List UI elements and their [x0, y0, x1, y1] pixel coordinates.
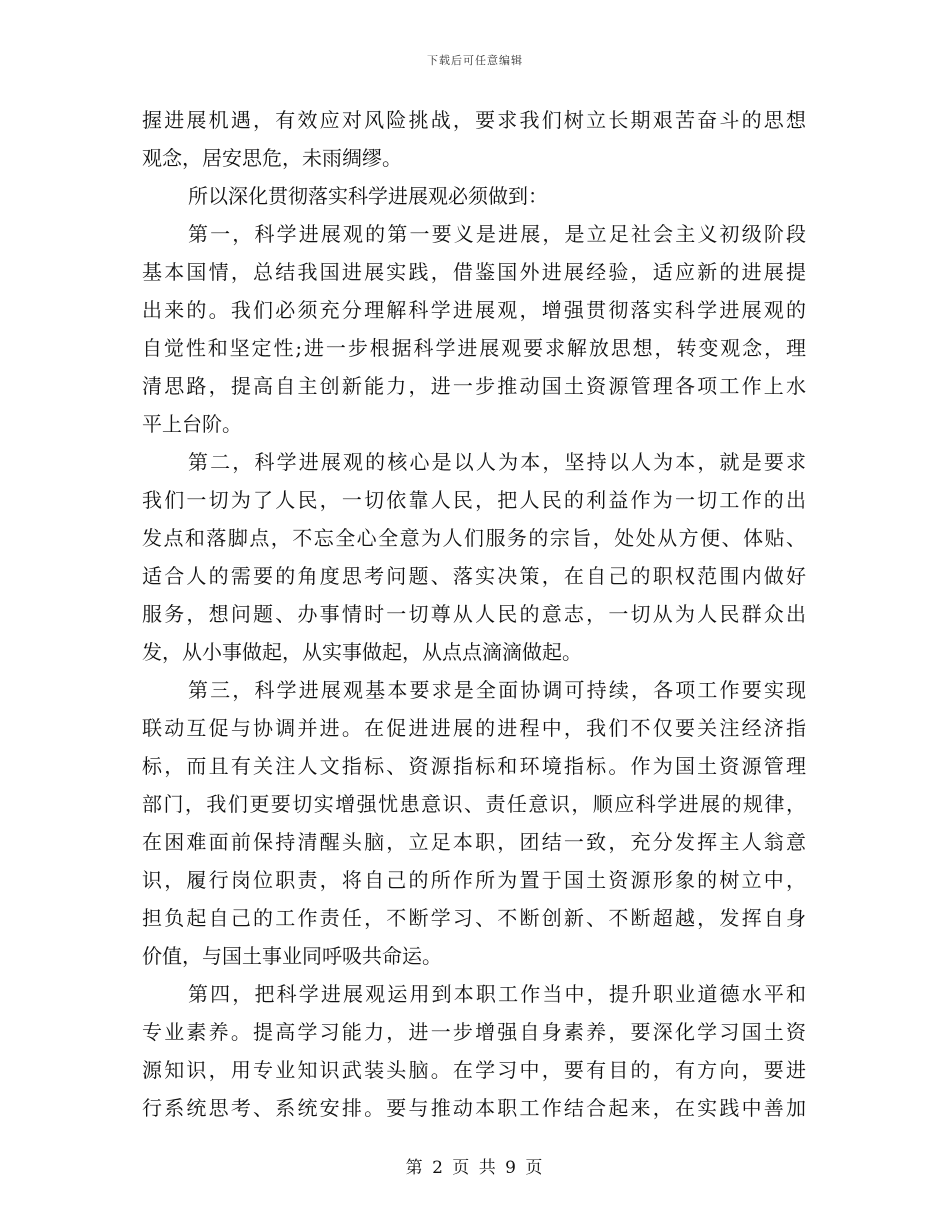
text-line: 适合人的需要的角度思考问题、落实决策，在自己的职权范围内做好	[142, 564, 806, 588]
text-line: 清思路，提高自主创新能力，进一步推动国土资源管理各项工作上水	[142, 374, 806, 398]
text-line: 第二，科学进展观的核心是以人为本，坚持以人为本，就是要求	[188, 450, 806, 474]
text-line: 行系统思考、系统安排。要与推动本职工作结合起来，在实践中善加	[142, 1096, 806, 1120]
text-line: 标，而且有关注人文指标、资源指标和环境指标。作为国土资源管理	[142, 754, 806, 778]
text-line: 担负起自己的工作责任，不断学习、不断创新、不断超越，发挥自身	[142, 906, 806, 930]
text-line: 握进展机遇，有效应对风险挑战，要求我们树立长期艰苦奋斗的思想	[142, 108, 806, 132]
text-line: 观念，居安思危，未雨绸缪。	[142, 146, 402, 170]
text-line: 出来的。我们必须充分理解科学进展观，增强贯彻落实科学进展观的	[142, 298, 806, 322]
body-text	[142, 101, 806, 1127]
text-line: 发，从小事做起，从实事做起，从点点滴滴做起。	[142, 640, 582, 664]
text-line: 价值，与国土事业同呼吸共命运。	[142, 944, 442, 968]
text-line: 第三，科学进展观基本要求是全面协调可持续，各项工作要实现	[188, 678, 806, 702]
text-line: 所以深化贯彻落实科学进展观必须做到：	[188, 184, 548, 208]
page-header: 下载后可任意编辑	[427, 54, 523, 67]
text-line: 联动互促与协调并进。在促进进展的进程中，我们不仅要关注经济指	[142, 716, 806, 740]
text-line: 源知识，用专业知识武装头脑。在学习中，要有目的，有方向，要进	[142, 1058, 806, 1082]
text-line: 部门，我们更要切实增强忧患意识、责任意识，顺应科学进展的规律，	[142, 792, 806, 816]
text-line: 专业素养。提高学习能力，进一步增强自身素养，要深化学习国土资	[142, 1020, 806, 1044]
text-line: 识，履行岗位职责，将自己的所作所为置于国土资源形象的树立中，	[142, 868, 806, 892]
text-line: 服务，想问题、办事情时一切尊从人民的意志，一切从为人民群众出	[142, 602, 806, 626]
text-line: 发点和落脚点，不忘全心全意为人们服务的宗旨，处处从方便、体贴、	[142, 526, 806, 550]
text-line: 在困难面前保持清醒头脑，立足本职，团结一致，充分发挥主人翁意	[142, 830, 806, 854]
text-line: 第一，科学进展观的第一要义是进展，是立足社会主义初级阶段	[188, 222, 806, 246]
text-line: 我们一切为了人民，一切依靠人民，把人民的利益作为一切工作的出	[142, 488, 806, 512]
text-line: 基本国情，总结我国进展实践，借鉴国外进展经验，适应新的进展提	[142, 260, 806, 284]
page-footer: 第 2 页 共 9 页	[405, 1158, 545, 1178]
text-line: 平上台阶。	[142, 412, 242, 436]
text-line: 自觉性和坚定性;进一步根据科学进展观要求解放思想，转变观念，理	[142, 336, 806, 360]
text-line: 第四，把科学进展观运用到本职工作当中，提升职业道德水平和	[188, 982, 806, 1006]
